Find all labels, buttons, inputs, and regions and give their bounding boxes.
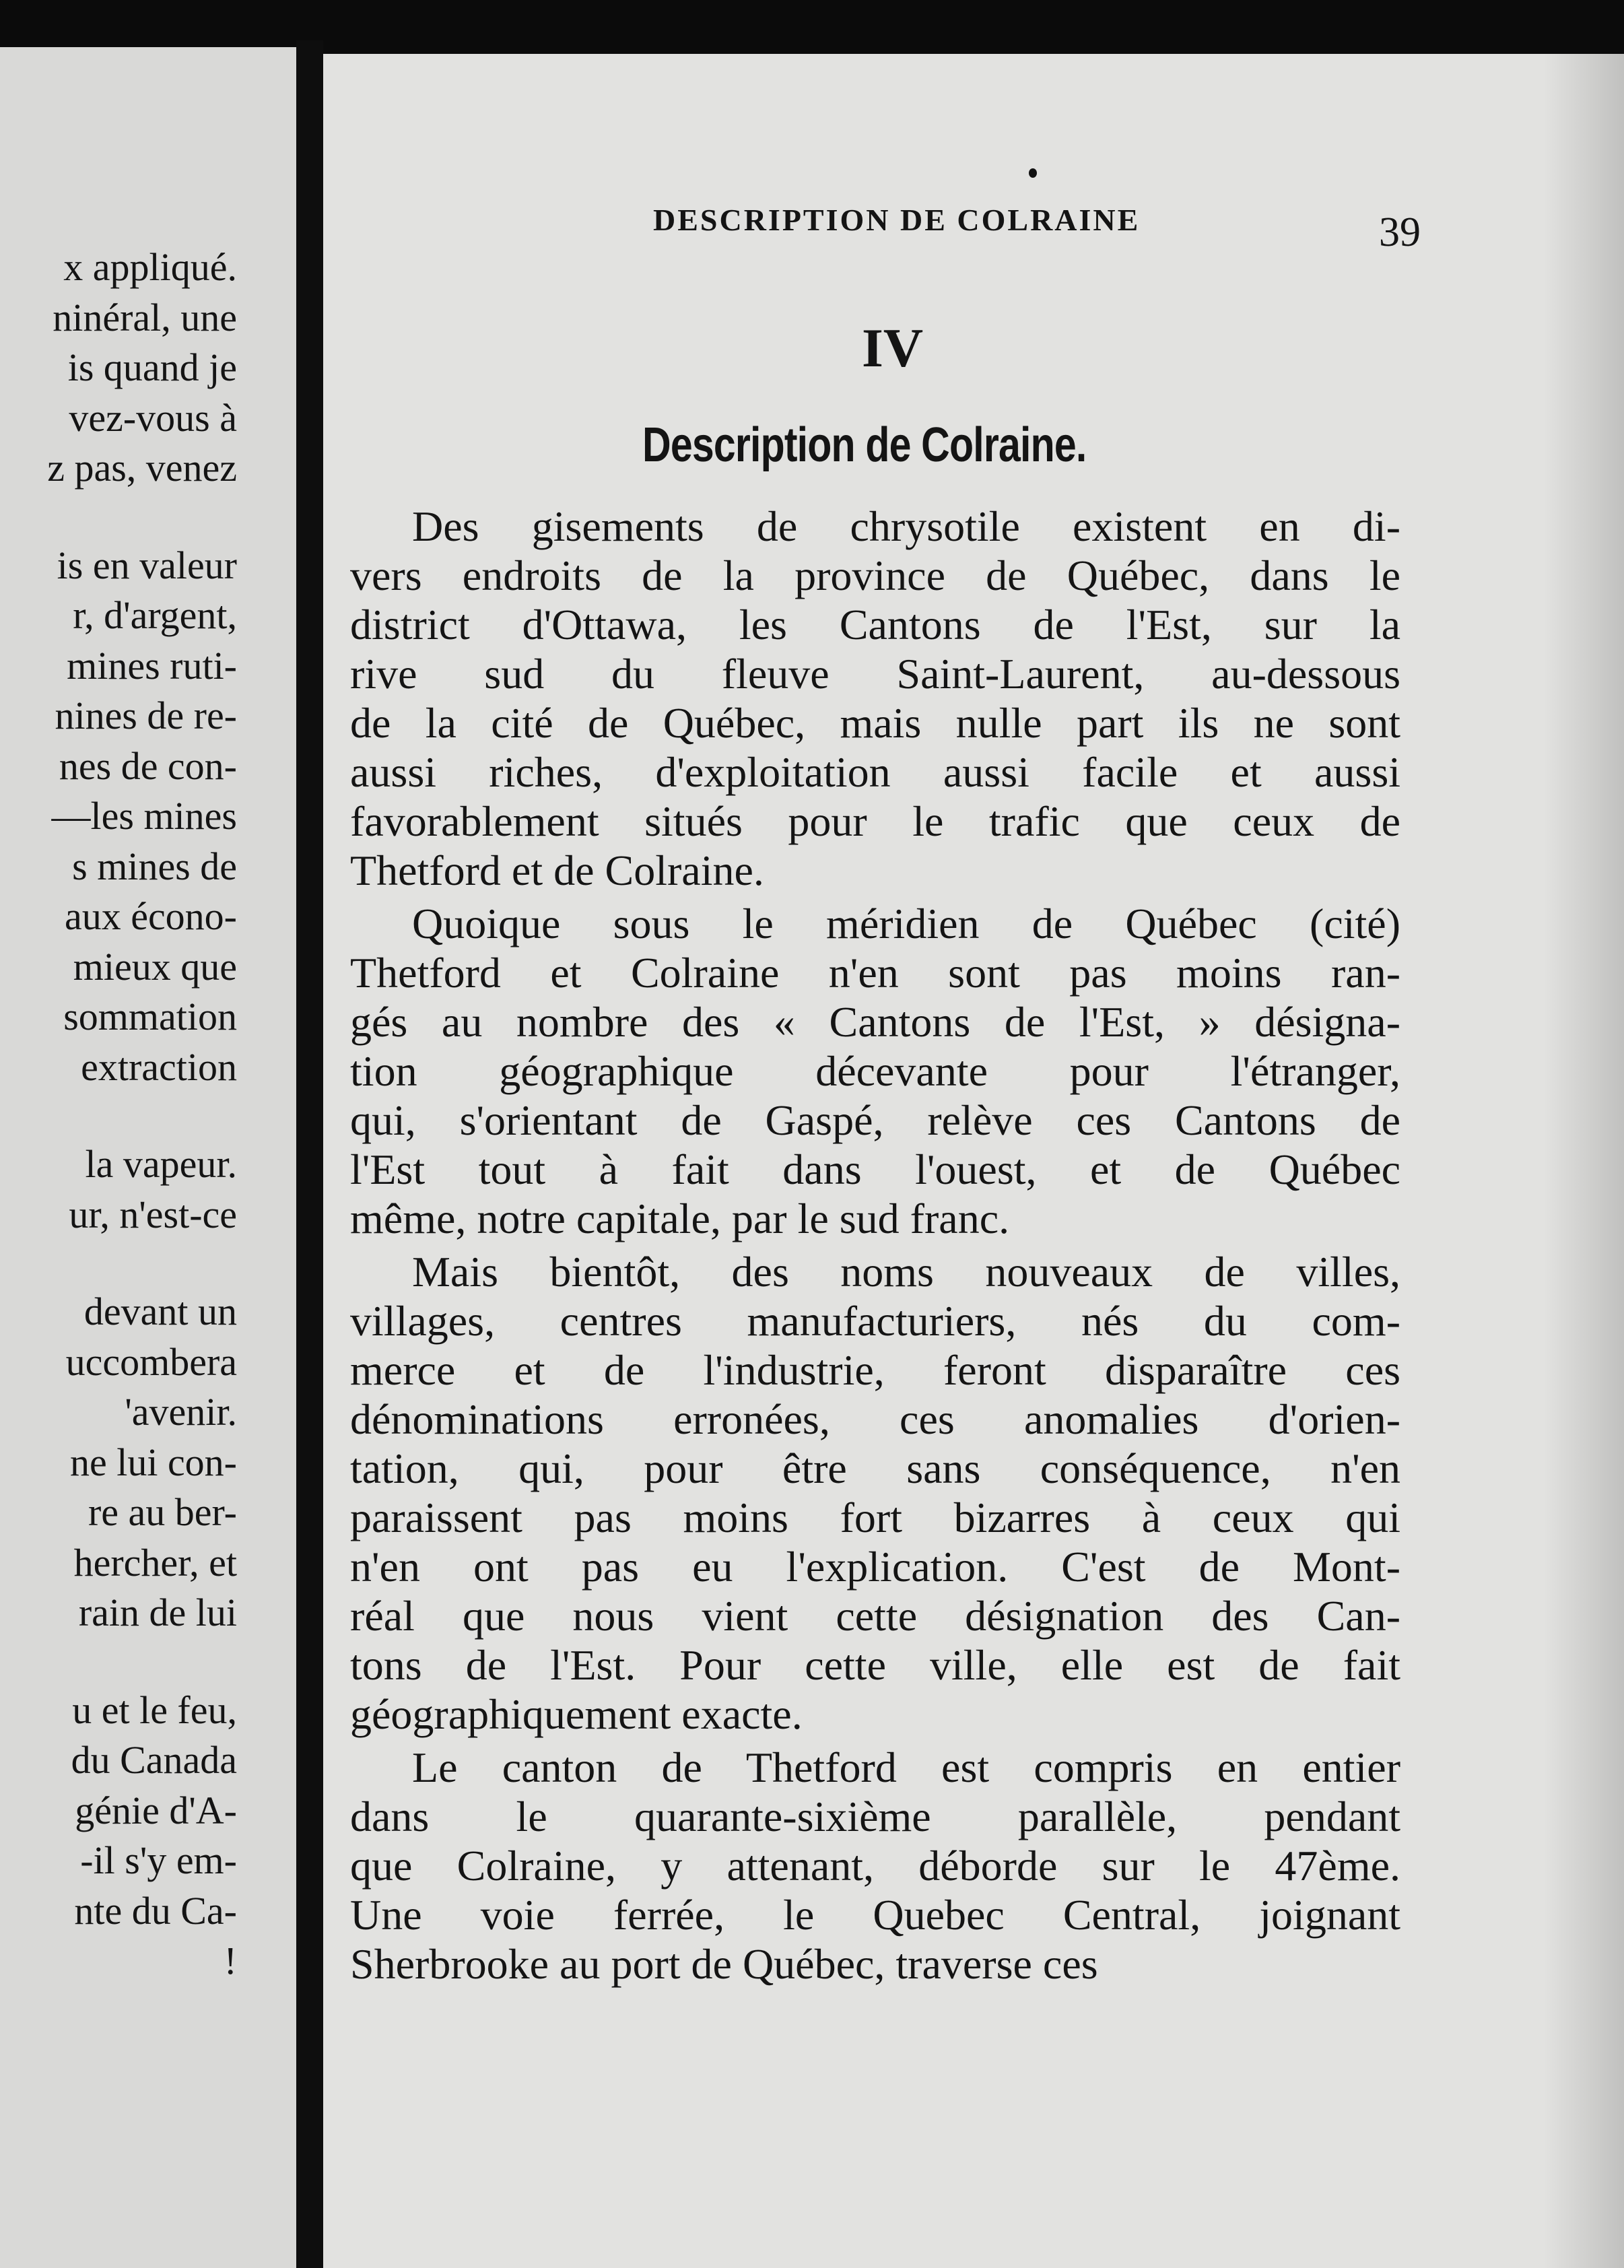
left-page-line: rain de lui	[78, 1591, 237, 1634]
left-page-line: devant un	[83, 1290, 237, 1333]
paragraph	[350, 502, 1400, 895]
text-line: paraissent pas moins fort bizarres à ceux qui	[350, 1494, 1400, 1541]
paragraph	[350, 1743, 1400, 1989]
section-title: Description de Colraine.	[642, 418, 1087, 472]
text-line: de la cité de Québec, mais nulle part ils ne sont	[350, 699, 1400, 747]
left-page-line: z pas, venez	[47, 446, 237, 490]
left-page-line: is quand je	[67, 345, 237, 389]
left-page-line: —les mines	[51, 794, 237, 838]
text-line: même, notre capitale, par le sud franc.	[350, 1195, 1010, 1242]
left-page-line: nes de con-	[59, 743, 237, 788]
left-page-line: ur, n'est-ce	[69, 1192, 237, 1236]
text-line: rive sud du fleuve Saint-Laurent, au-dessous	[350, 650, 1400, 698]
text-line: dans le quarante-sixième parallèle, pendant	[350, 1793, 1400, 1840]
left-page-line: uccombera	[65, 1339, 237, 1384]
left-page-line: -il s'y em-	[80, 1838, 237, 1882]
left-page-text	[47, 242, 237, 1987]
left-page-line: du Canada	[71, 1738, 237, 1782]
left-page-line	[47, 1092, 237, 1139]
left-page-line: hercher, et	[73, 1540, 237, 1585]
left-page-line: aux écono-	[64, 894, 237, 938]
book-gutter	[296, 40, 323, 2268]
left-page-line: r, d'argent,	[73, 593, 237, 637]
text-line: Thetford et de Colraine.	[350, 846, 764, 894]
text-line: dénominations erronées, ces anomalies d'orien-	[350, 1395, 1400, 1443]
left-page-line: s mines de	[72, 844, 237, 888]
left-page-line: nines de re-	[55, 694, 237, 737]
text-line: n'en ont pas eu l'explication. C'est de Mont-	[350, 1543, 1400, 1591]
left-page-line: 'avenir.	[125, 1390, 237, 1434]
text-line: réal que nous vient cette désignation des Can-	[350, 1592, 1400, 1640]
text-line: merce et de l'industrie, feront disparaître ces	[350, 1346, 1400, 1394]
left-page-line: x appliqué.	[63, 245, 237, 289]
page-edge-shadow	[1543, 54, 1624, 2268]
text-line: favorablement situés pour le trafic que ceux de	[350, 797, 1400, 845]
left-page-line: mines ruti-	[67, 643, 237, 688]
left-page-line: vez-vous à	[69, 395, 237, 440]
left-page-line: génie d'A-	[75, 1788, 237, 1832]
body-text	[350, 502, 1400, 1993]
text-line: tion géographique décevante pour l'étranger,	[350, 1047, 1400, 1095]
text-line: Le canton de Thetford est compris en entier	[412, 1743, 1400, 1791]
left-page-line	[47, 1240, 237, 1287]
page-number: 39	[1379, 209, 1421, 255]
left-page-line: la vapeur.	[85, 1142, 237, 1186]
text-line: villages, centres manufacturiers, nés du com-	[350, 1297, 1400, 1345]
left-page-line: re au ber-	[88, 1490, 237, 1534]
left-page-line: is en valeur	[57, 543, 237, 587]
left-page-line	[47, 1638, 237, 1686]
left-page-line: u et le feu,	[72, 1688, 237, 1732]
left-page-line: ninéral, une	[53, 295, 237, 339]
text-line: aussi riches, d'exploitation aussi facile et aussi	[350, 748, 1400, 796]
left-page-line: sommation	[63, 995, 237, 1038]
text-line: que Colraine, y attenant, déborde sur le 47ème.	[350, 1842, 1400, 1890]
ink-mark	[1029, 168, 1037, 178]
text-line: qui, s'orientant de Gaspé, relève ces Cantons de	[350, 1096, 1400, 1144]
text-line: gés au nombre des « Cantons de l'Est, » désigna-	[350, 998, 1400, 1046]
left-page-line: nte du Ca-	[74, 1888, 237, 1933]
text-line: l'Est tout à fait dans l'ouest, et de Québec	[350, 1145, 1400, 1193]
text-line: Mais bientôt, des noms nouveaux de villes,	[412, 1248, 1400, 1296]
left-page	[0, 47, 296, 2268]
text-line: géographiquement exacte.	[350, 1690, 803, 1738]
left-page-line	[47, 494, 237, 541]
chapter-number: IV	[862, 317, 924, 378]
text-line: vers endroits de la province de Québec, dans le	[350, 552, 1400, 599]
paragraph	[350, 1247, 1400, 1739]
text-line: district d'Ottawa, les Cantons de l'Est, sur la	[350, 601, 1400, 648]
left-page-line: mieux que	[73, 944, 237, 989]
paragraph	[350, 899, 1400, 1243]
text-line: tons de l'Est. Pour cette ville, elle est de fait	[350, 1641, 1400, 1689]
text-line: Quoique sous le méridien de Québec (cité)	[412, 900, 1400, 947]
left-page-line: extraction	[81, 1044, 237, 1089]
left-page-line: !	[224, 1939, 237, 1982]
text-line: Des gisements de chrysotile existent en di-	[412, 502, 1400, 550]
left-page-line: ne lui con-	[69, 1440, 237, 1484]
text-line: tation, qui, pour être sans conséquence, n'en	[350, 1444, 1400, 1492]
text-line: Thetford et Colraine n'en sont pas moins ran-	[350, 949, 1400, 997]
text-line: Une voie ferrée, le Quebec Central, joignant	[350, 1891, 1400, 1939]
text-line: Sherbrooke au port de Québec, traverse ces	[350, 1940, 1098, 1988]
running-header: DESCRIPTION DE COLRAINE	[653, 203, 1141, 237]
